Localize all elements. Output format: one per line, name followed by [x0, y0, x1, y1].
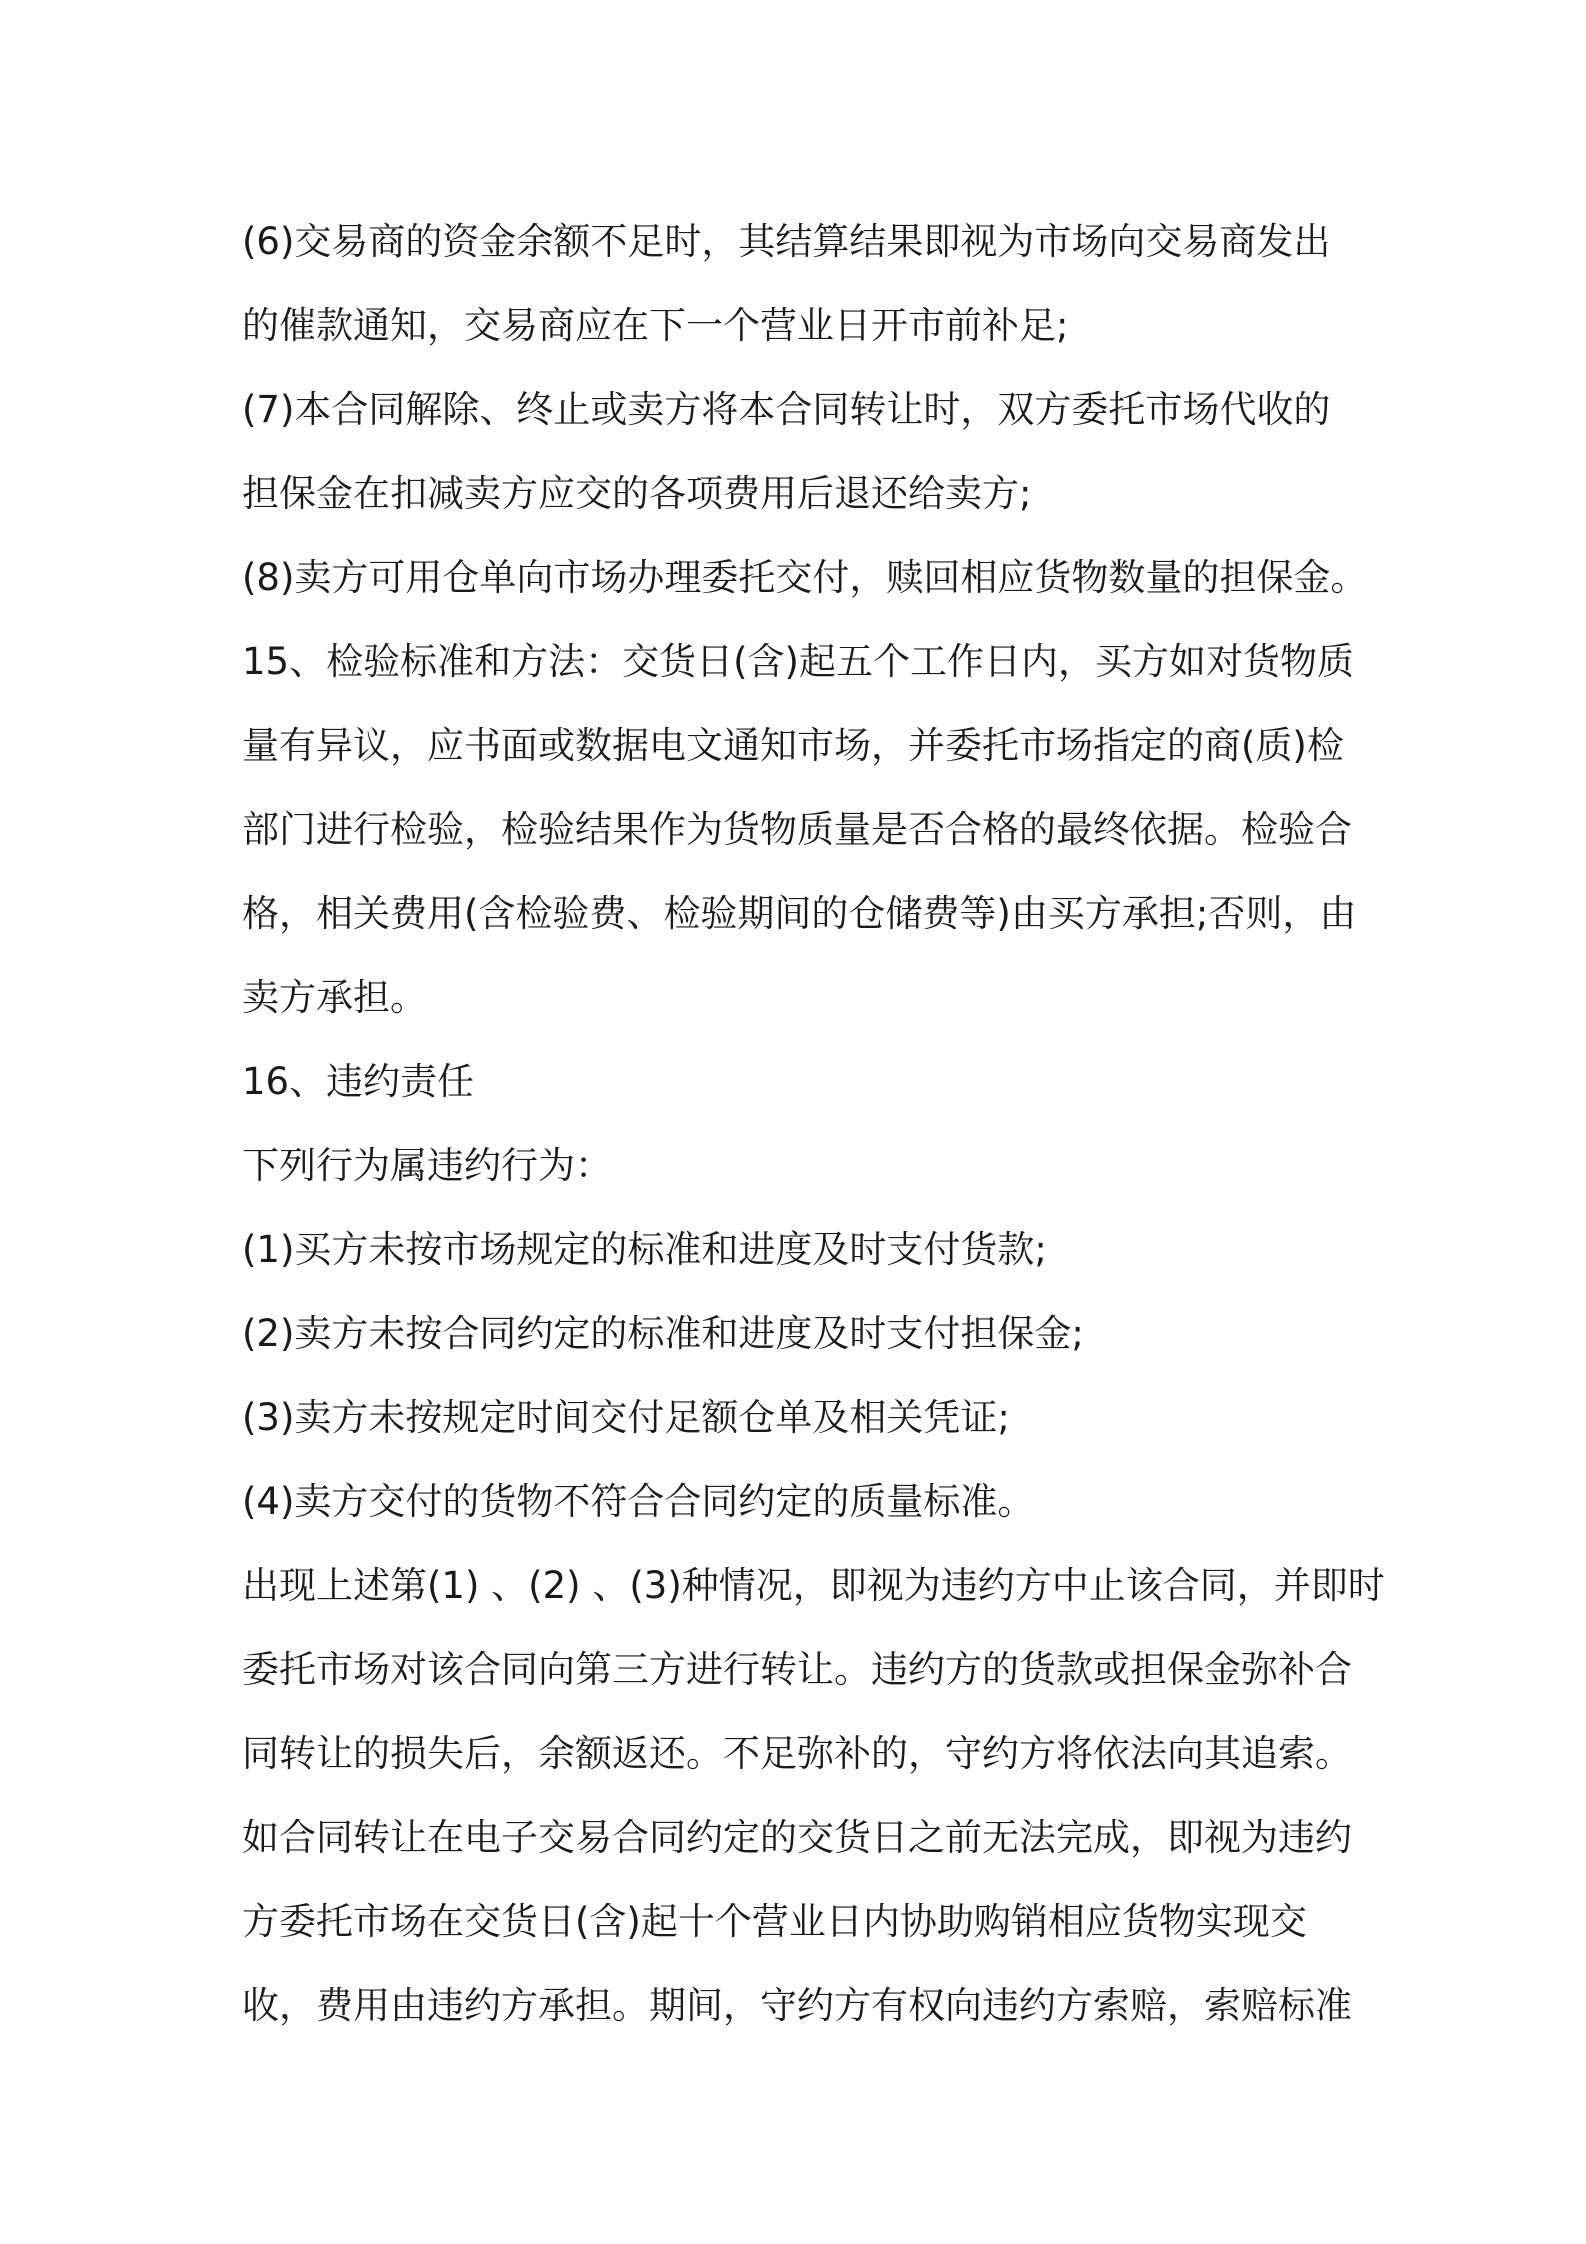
text-line: (8)卖方可用仓单向市场办理委托交付，赎回相应货物数量的担保金。 — [242, 556, 1368, 599]
text-line: 格，相关费用(含检验费、检验期间的仓储费等)由买方承担;否则，由 — [242, 892, 1357, 935]
text-line: 卖方承担。 — [242, 976, 427, 1019]
section-heading-15: 15、检验标准和方法：交货日(含)起五个工作日内，买方如对货物质 — [242, 640, 1354, 683]
text-line: (6)交易商的资金余额不足时，其结算结果即视为市场向交易商发出 — [242, 220, 1331, 263]
section-heading-16: 16、违约责任 — [242, 1060, 475, 1103]
text-line: 担保金在扣减卖方应交的各项费用后退还给卖方; — [242, 472, 1032, 515]
text-line: 委托市场对该合同向第三方进行转让。违约方的货款或担保金弥补合 — [242, 1648, 1352, 1691]
text-line: 下列行为属违约行为： — [242, 1144, 612, 1187]
list-item: (2)卖方未按合同约定的标准和进度及时支付担保金; — [242, 1312, 1084, 1355]
text-line: 出现上述第(1) 、(2) 、(3)种情况，即视为违约方中止该合同，并即时 — [242, 1564, 1385, 1607]
document-body — [242, 200, 1385, 2048]
text-line: 同转让的损失后，余额返还。不足弥补的，守约方将依法向其追索。 — [242, 1732, 1352, 1775]
text-line: 收，费用由违约方承担。期间，守约方有权向违约方索赔，索赔标准 — [242, 1984, 1352, 2027]
list-item: (4)卖方交付的货物不符合合同约定的质量标准。 — [242, 1480, 1035, 1523]
text-line: 方委托市场在交货日(含)起十个营业日内协助购销相应货物实现交 — [242, 1900, 1307, 1943]
text-line: (7)本合同解除、终止或卖方将本合同转让时，双方委托市场代收的 — [242, 388, 1331, 431]
text-line: 如合同转让在电子交易合同约定的交货日之前无法完成，即视为违约 — [242, 1816, 1352, 1859]
list-item: (3)卖方未按规定时间交付足额仓单及相关凭证; — [242, 1396, 1010, 1439]
text-line: 部门进行检验，检验结果作为货物质量是否合格的最终依据。检验合 — [242, 808, 1352, 851]
text-line: 量有异议，应书面或数据电文通知市场，并委托市场指定的商(质)检 — [242, 724, 1344, 767]
text-line: 的催款通知，交易商应在下一个营业日开市前补足; — [242, 304, 1069, 347]
list-item: (1)买方未按市场规定的标准和进度及时支付货款; — [242, 1228, 1047, 1271]
